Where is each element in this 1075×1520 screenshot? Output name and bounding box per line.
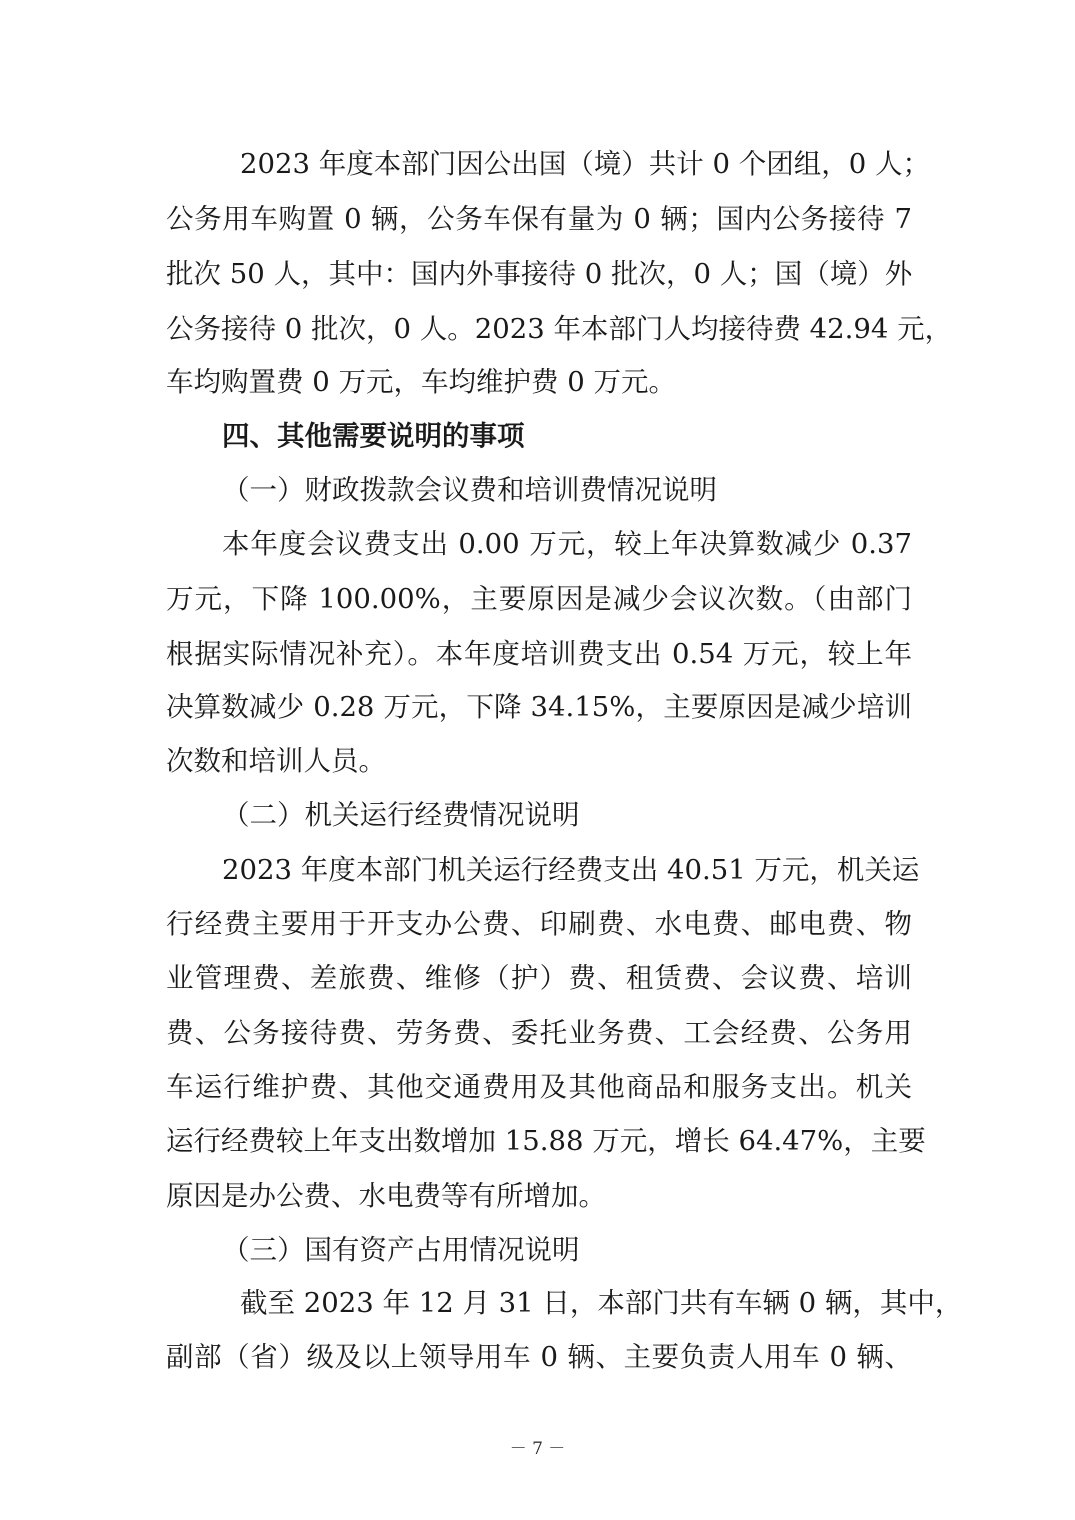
paragraph-line: 万元，下降 100.00%，主要原因是减少会议次数。（由部门 xyxy=(166,583,912,615)
section-heading: 四、其他需要说明的事项 xyxy=(222,420,525,452)
paragraph-line: 根据实际情况补充）。本年度培训费支出 0.54 万元，较上年 xyxy=(166,638,912,670)
paragraph-line: 原因是办公费、水电费等有所增加。 xyxy=(166,1180,606,1212)
paragraph-line: 业管理费、差旅费、维修（护）费、租赁费、会议费、培训 xyxy=(166,962,912,994)
paragraph-line: 运行经费较上年支出数增加 15.88 万元，增长 64.47%，主要 xyxy=(166,1125,926,1157)
paragraph-line: 副部（省）级及以上领导用车 0 辆、主要负责人用车 0 辆、 xyxy=(166,1341,912,1373)
page-number: － 7 － xyxy=(509,1439,566,1459)
subsection-heading: （三）国有资产占用情况说明 xyxy=(222,1234,580,1266)
paragraph-line: 2023 年度本部门因公出国（境）共计 0 个团组，0 人； xyxy=(240,148,930,180)
paragraph-line: 批次 50 人，其中：国内外事接待 0 批次，0 人；国（境）外 xyxy=(166,258,913,290)
paragraph-line: 公务接待 0 批次，0 人。2023 年本部门人均接待费 42.94 元， xyxy=(166,313,953,345)
subsection-heading: （二）机关运行经费情况说明 xyxy=(222,799,580,831)
paragraph-line: 行经费主要用于开支办公费、印刷费、水电费、邮电费、物 xyxy=(166,908,912,940)
paragraph-line: 费、公务接待费、劳务费、委托业务费、工会经费、公务用 xyxy=(166,1017,912,1049)
subsection-heading: （一）财政拨款会议费和培训费情况说明 xyxy=(222,474,717,506)
paragraph-line: 次数和培训人员。 xyxy=(166,745,386,777)
paragraph-line: 公务用车购置 0 辆，公务车保有量为 0 辆；国内公务接待 7 xyxy=(166,203,912,235)
paragraph-line: 决算数减少 0.28 万元，下降 34.15%，主要原因是减少培训 xyxy=(166,691,912,723)
paragraph-line: 车均购置费 0 万元，车均维护费 0 万元。 xyxy=(166,366,676,398)
paragraph-line: 本年度会议费支出 0.00 万元，较上年决算数减少 0.37 xyxy=(222,528,912,560)
paragraph-line: 车运行维护费、其他交通费用及其他商品和服务支出。机关 xyxy=(166,1071,912,1103)
paragraph-line: 截至 2023 年 12 月 31 日，本部门共有车辆 0 辆，其中， xyxy=(240,1287,963,1319)
paragraph-line: 2023 年度本部门机关运行经费支出 40.51 万元，机关运 xyxy=(222,854,920,886)
